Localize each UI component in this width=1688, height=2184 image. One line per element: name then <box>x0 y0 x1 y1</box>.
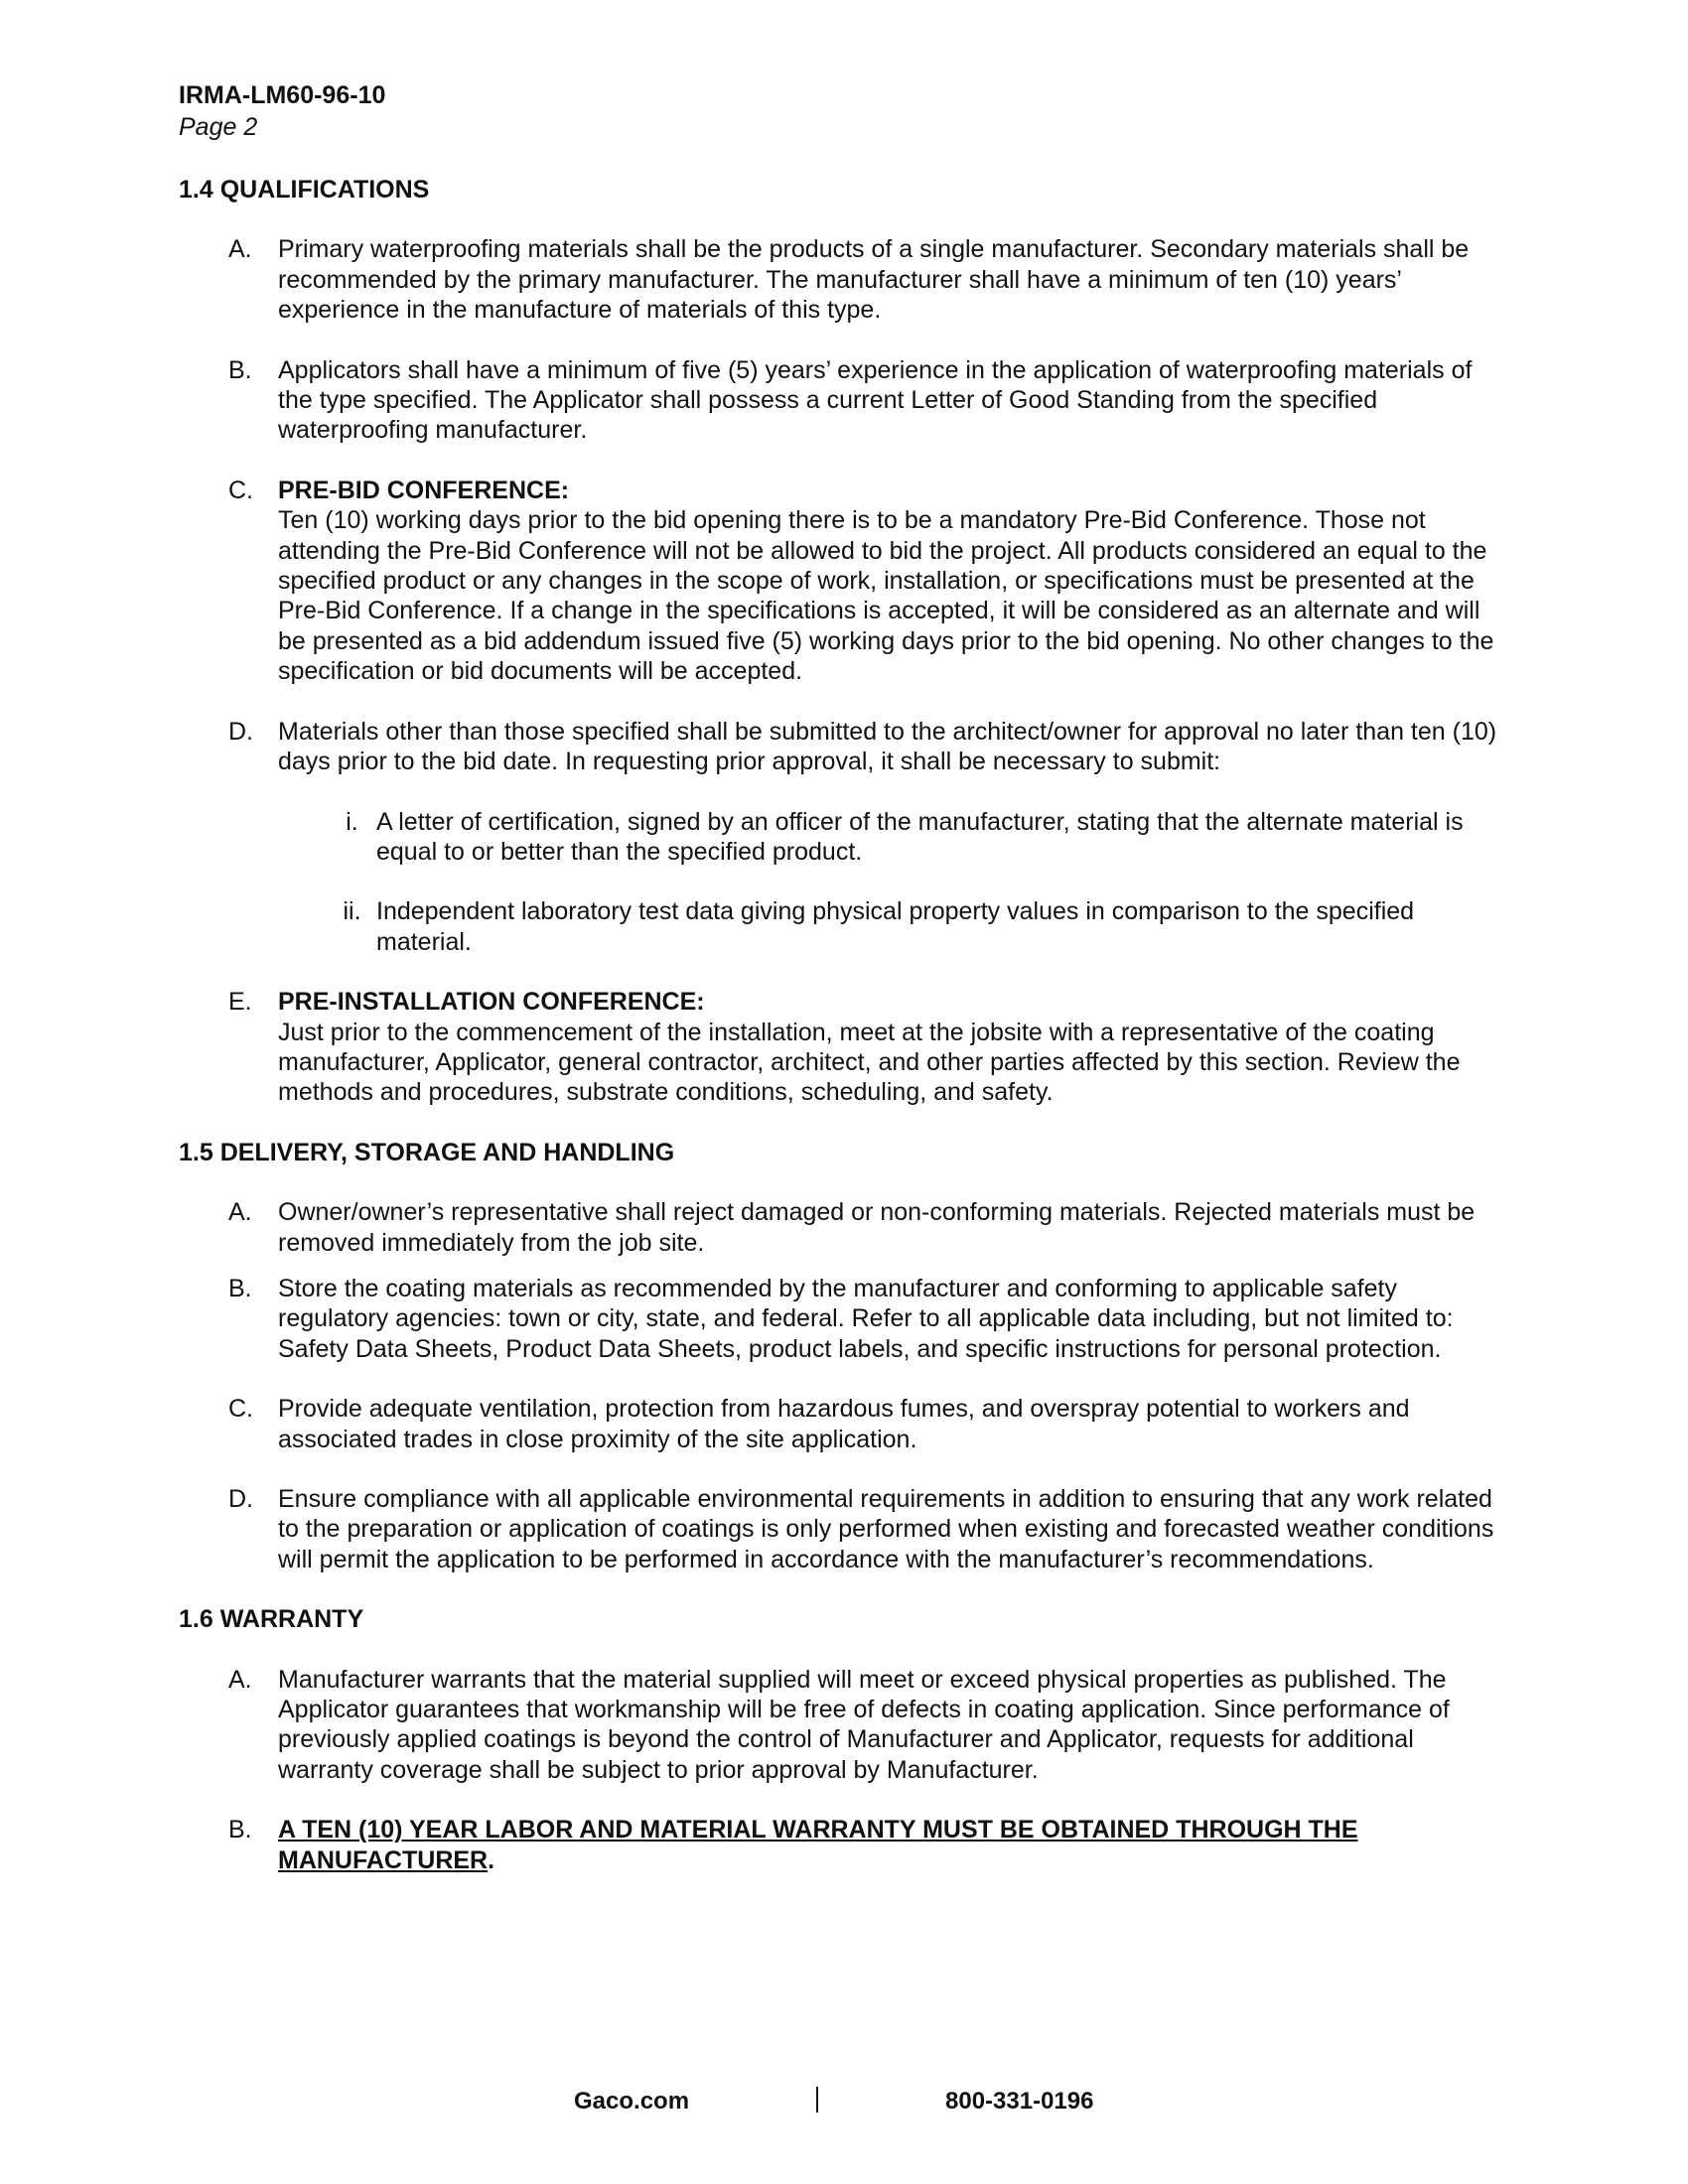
item-text: Owner/owner’s representative shall reject damaged or non-conforming materials. Rejected materials must be removed immediately from the job site. <box>278 1198 1476 1257</box>
document-body <box>179 175 1499 1875</box>
item-marker: A. <box>228 1198 252 1227</box>
item-text: Ten (10) working days prior to the bid opening there is to be a mandatory Pre-Bid Conference. Those not attending the Pre-Bid Conference will not be allowed to bid the project. All products considered an equal to the specified product or any changes in the scope of work, installation, or specifications must be presented at the Pre-Bid Conference. If a change in the specifications is accepted, it will be considered as an alternate and will be presented as a bid addendum issued five (5) working days prior to the bid opening. No other changes to the specification or bid documents will be accepted. <box>278 506 1494 686</box>
item-marker: C. <box>228 1395 253 1424</box>
item-text: Materials other than those specified shall be submitted to the architect/owner for approval no later than ten (10) days prior to the bid date. In requesting prior approval, it shall be necessary to submit: <box>278 717 1497 776</box>
section-heading-qualifications: 1.4 QUALIFICATIONS <box>179 176 430 204</box>
footer-divider <box>816 2087 818 2113</box>
section-heading-delivery: 1.5 DELIVERY, STORAGE AND HANDLING <box>179 1138 675 1166</box>
subitem-text: A letter of certification, signed by an officer of the manufacturer, stating that the alternate material is equal to or better than the specified product. <box>376 807 1464 866</box>
subitem-text: Independent laboratory test data giving physical property values in comparison to the specified material. <box>376 897 1415 956</box>
item-text: Ensure compliance with all applicable environmental requirements in addition to ensuring that any work related to the preparation or application of coatings is only performed when existing and forecasted weather conditions will permit the application to be performed in accordance with the manufacturer’s recommendations. <box>278 1485 1494 1573</box>
pre-installation-conference-heading: PRE-INSTALLATION CONFERENCE: <box>278 988 705 1017</box>
qualifications-item-a <box>228 234 1499 325</box>
footer-phone: 800-331-0196 <box>945 2088 1094 2115</box>
item-text: Manufacturer warrants that the material supplied will meet or exceed physical properties as published. The Applicator guarantees that workmanship will be free of defects in coating application. Since performance of previously applied coatings is beyond the control of Manufacturer and Applicator, requests for additional warranty coverage shall be subject to prior approval by Manufacturer. <box>278 1665 1450 1784</box>
delivery-item-b <box>228 1274 1499 1364</box>
item-text: Applicators shall have a minimum of five (5) years’ experience in the application of waterproofing materials of the type specified. The Applicator shall possess a current Letter of Good Standing from the specified waterproofing manufacturer. <box>278 355 1473 445</box>
delivery-item-a <box>228 1197 1499 1258</box>
qualifications-subitem-i <box>328 807 1499 868</box>
qualifications-item-b <box>228 355 1499 446</box>
item-marker: D. <box>228 717 253 746</box>
item-marker: B. <box>228 355 252 384</box>
document-id: IRMA-LM60-96-10 <box>179 81 386 109</box>
item-text: Just prior to the commencement of the installation, meet at the jobsite with a representative of the coating manufacturer, Applicator, general contractor, architect, and other parties affected by this section. Review the methods and procedures, substrate conditions, scheduling, and safety. <box>278 1018 1461 1107</box>
item-text: Store the coating materials as recommended by the manufacturer and conforming to applicable safety regulatory agencies: town or city, state, and federal. Refer to all applicable data including, but not limited to: Safety Data Sheets, Product Data Sheets, product labels, and specific instructions for personal protection. <box>278 1274 1454 1363</box>
item-marker: A. <box>228 1665 252 1694</box>
item-marker: B. <box>228 1816 252 1844</box>
item-marker: E. <box>228 988 252 1017</box>
pre-bid-conference-heading: PRE-BID CONFERENCE: <box>278 476 570 504</box>
delivery-item-c <box>228 1394 1499 1454</box>
subitem-marker: ii. <box>343 897 361 926</box>
footer-website: Gaco.com <box>574 2088 690 2115</box>
warranty-item-a <box>228 1665 1499 1786</box>
qualifications-item-d <box>228 717 1499 777</box>
qualifications-subitem-ii <box>328 896 1499 957</box>
delivery-item-d <box>228 1484 1499 1574</box>
warranty-statement: A TEN (10) YEAR LABOR AND MATERIAL WARRANTY MUST BE OBTAINED THROUGH THE MANUFACTURER <box>278 1816 1358 1874</box>
item-marker: B. <box>228 1274 252 1302</box>
item-text: Provide adequate ventilation, protection from hazardous fumes, and overspray potential to workers and associated trades in close proximity of the site application. <box>278 1395 1410 1453</box>
warranty-statement-period: . <box>488 1845 495 1874</box>
warranty-item-b <box>228 1815 1499 1875</box>
item-text: Primary waterproofing materials shall be the products of a single manufacturer. Secondary materials shall be recommended by the primary manufacturer. The manufacturer shall have a minimum of ten (10) years’ experience in the manufacture of materials of this type. <box>278 235 1470 325</box>
subitem-marker: i. <box>346 807 358 836</box>
qualifications-item-e <box>228 987 1499 1108</box>
section-heading-warranty: 1.6 WARRANTY <box>179 1605 364 1634</box>
qualifications-item-c <box>228 476 1499 687</box>
item-marker: D. <box>228 1485 253 1513</box>
item-marker: C. <box>228 476 253 504</box>
item-marker: A. <box>228 235 252 264</box>
page-number: Page 2 <box>179 113 258 141</box>
page-header <box>179 79 385 143</box>
page-footer <box>0 2085 1688 2118</box>
